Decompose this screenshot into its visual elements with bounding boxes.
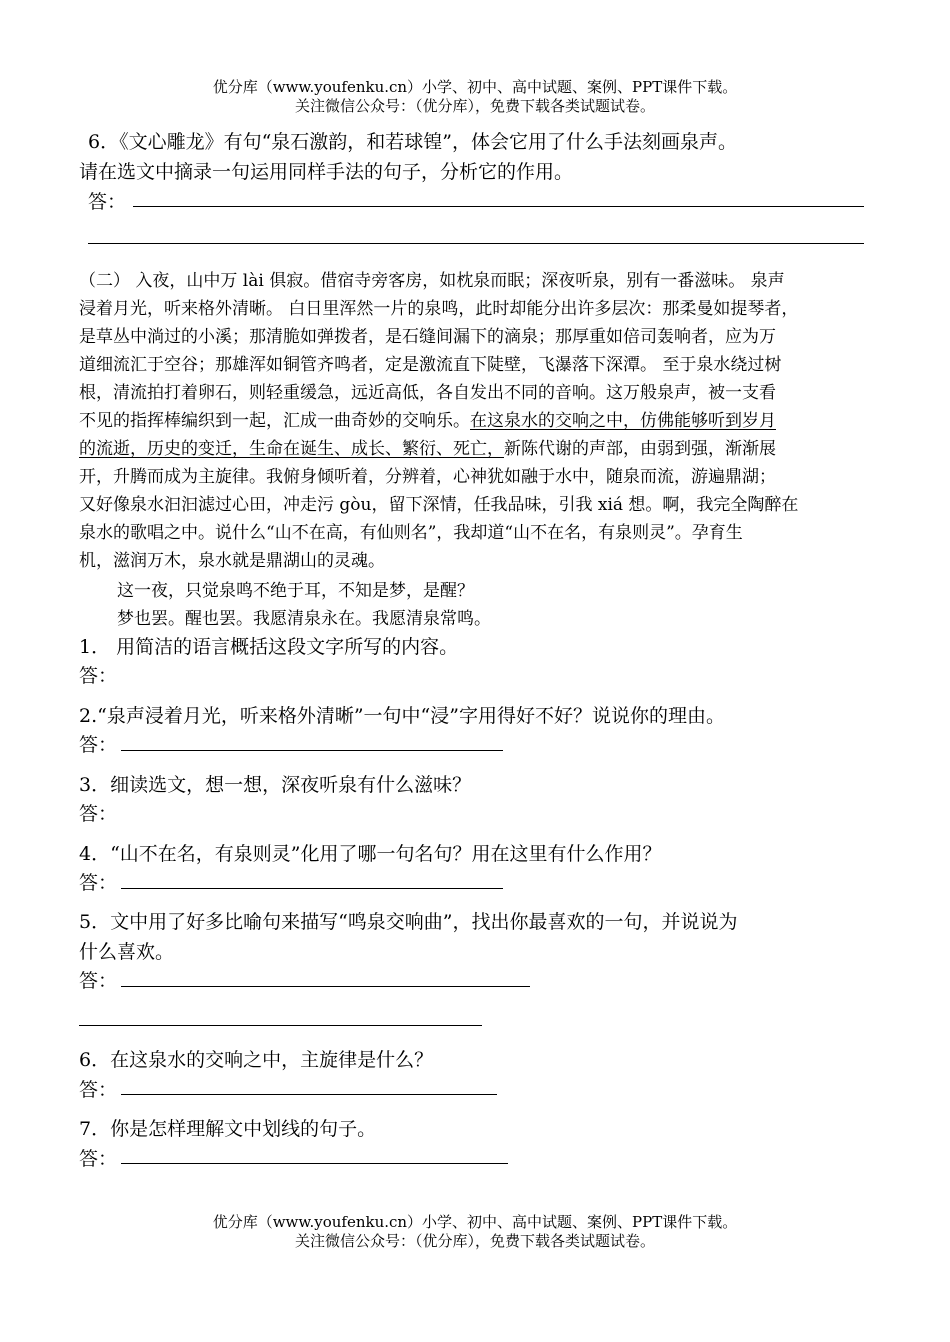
- answer-label: 答：: [79, 872, 118, 894]
- passage-line: 浸着月光，听来格外清晰。 白日里浑然一片的泉鸣，此时却能分出许多层次：那柔曼如提琴者，: [79, 299, 799, 319]
- answer-line[interactable]: [121, 750, 503, 751]
- passage-line: 泉水的歌唱之中。说什么“山不在高，有仙则名”，我却道“山不在名，有泉则灵”。孕育生: [79, 523, 743, 543]
- footer-line-2: 关注微信公众号：（优分库），免费下载各类试题试卷。: [294, 1232, 655, 1250]
- passage-paragraph-3: 梦也罢。醒也罢。我愿清泉永在。我愿清泉常鸣。: [117, 609, 491, 629]
- answer-line[interactable]: [121, 888, 503, 889]
- answer-label: 答：: [79, 1148, 118, 1170]
- underlined-sentence: 在这泉水的交响之中，仿佛能够听到岁月: [470, 411, 776, 431]
- passage-line: 又好像泉水汩汩滤过心田，冲走污 gòu，留下深情，任我品味，引我 xiá 想。啊，我完全陶醉在: [79, 495, 799, 515]
- passage-line: 是草丛中淌过的小溪；那清脆如弹拨者，是石缝间漏下的滴泉；那厚重如倍司轰响者，应为万: [79, 327, 776, 347]
- question-4: 4．“山不在名，有泉则灵”化用了哪一句名句？用在这里有什么作用？: [79, 843, 662, 865]
- passage-line-7: [79, 434, 776, 459]
- question-6: 6．在这泉水的交响之中，主旋律是什么？: [79, 1049, 434, 1071]
- answer-label: 答：: [79, 734, 118, 756]
- passage-paragraph-2: 这一夜，只觉泉鸣不绝于耳，不知是梦，是醒？: [117, 581, 474, 601]
- passage-line: （二） 入夜，山中万 lài 俱寂。借宿寺旁客房，如枕泉而眠；深夜听泉，别有一番滋味。 泉声: [79, 271, 785, 291]
- question-7: 7．你是怎样理解文中划线的句子。: [79, 1118, 377, 1140]
- passage-line: 机，滋润万木，泉水就是鼎湖山的灵魂。: [79, 551, 385, 571]
- header-line-2: 关注微信公众号：（优分库），免费下载各类试题试卷。: [294, 97, 655, 115]
- question-5-cont: 什么喜欢。: [79, 941, 175, 963]
- answer-label: 答：: [79, 970, 118, 992]
- passage-line-6: [79, 406, 776, 431]
- passage-text: 不见的指挥棒编织到一起，汇成一曲奇妙的交响乐。: [79, 411, 470, 431]
- question-2: 2.“泉声浸着月光，听来格外清晰”一句中“浸”字用得好不好？说说你的理由。: [79, 705, 725, 727]
- answer-line[interactable]: [133, 206, 864, 207]
- question-1: 1． 用简洁的语言概括这段文字所写的内容。: [79, 636, 459, 658]
- passage-line: 开，升腾而成为主旋律。我俯身倾听着，分辨着，心神犹如融于水中，随泉而流，游遍鼎湖；: [79, 467, 776, 487]
- question-5: 5．文中用了好多比喻句来描写“鸣泉交响曲”，找出你最喜欢的一句，并说说为: [79, 911, 738, 933]
- answer-line[interactable]: [121, 986, 530, 987]
- answer-label: 答：: [79, 1079, 118, 1101]
- answer-label: 答：: [79, 665, 118, 687]
- part1-q6-line2: 请在选文中摘录一句运用同样手法的句子，分析它的作用。: [79, 161, 574, 183]
- answer-line[interactable]: [121, 1094, 497, 1095]
- question-3: 3．细读选文，想一想，深夜听泉有什么滋味？: [79, 774, 472, 796]
- part1-answer-label: 答：: [88, 191, 127, 213]
- answer-line[interactable]: [88, 243, 864, 244]
- part1-q6-line1: 6．《文心雕龙》有句“泉石激韵，和若球锽”，体会它用了什么手法刻画泉声。: [88, 131, 738, 153]
- underlined-sentence: 的流逝，历史的变迁，生命在诞生、成长、繁衍、死亡，: [79, 439, 504, 459]
- header-line-1: 优分库（www.youfenku.cn）小学、初中、高中试题、案例、PPT课件下载。: [212, 78, 738, 96]
- answer-line[interactable]: [121, 1163, 508, 1164]
- answer-line[interactable]: [79, 1025, 482, 1026]
- passage-line: 道细流汇于空谷；那雄浑如铜管齐鸣者，定是激流直下陡壁，飞瀑落下深潭。 至于泉水绕过树: [79, 355, 782, 375]
- answer-label: 答：: [79, 803, 118, 825]
- footer-line-1: 优分库（www.youfenku.cn）小学、初中、高中试题、案例、PPT课件下载。: [212, 1213, 738, 1231]
- passage-text: 新陈代谢的声部，由弱到强，渐渐展: [504, 439, 776, 459]
- passage-line: 根，清流拍打着卵石，则轻重缓急，远近高低，各自发出不同的音响。这万般泉声，被一支看: [79, 383, 776, 403]
